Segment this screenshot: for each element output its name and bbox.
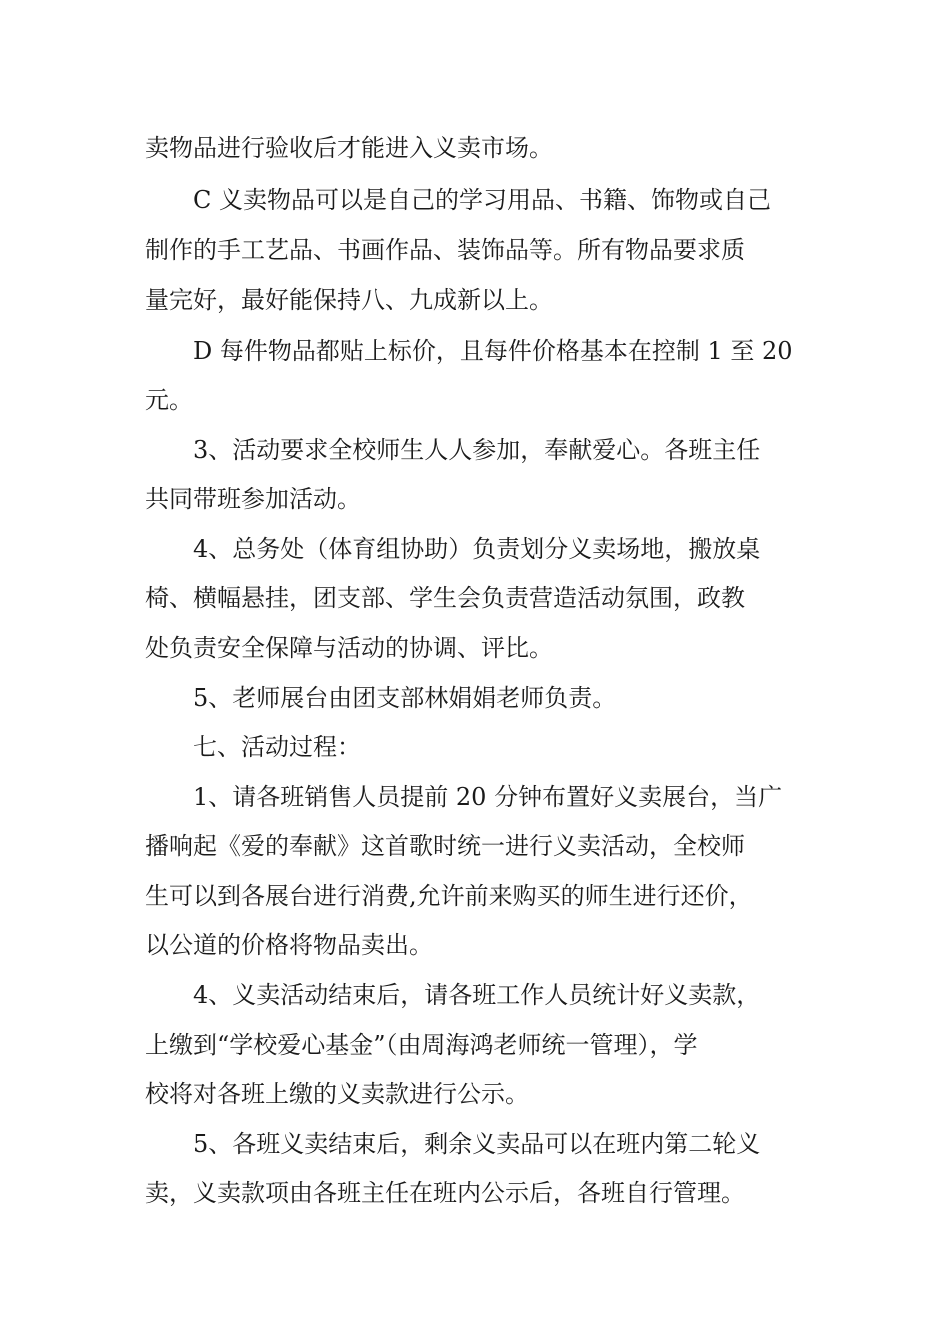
text-line: 量完好，最好能保持八、九成新以上。 — [145, 286, 553, 314]
text-line: 4、义卖活动结束后，请各班工作人员统计好义卖款， — [193, 981, 761, 1009]
text-line: 元。 — [145, 386, 193, 414]
text-line: 校将对各班上缴的义卖款进行公示。 — [145, 1080, 529, 1108]
text-line: 4、总务处（体育组协助）负责划分义卖场地，搬放桌 — [193, 535, 761, 563]
text-line: 3、活动要求全校师生人人参加，奉献爱心。各班主任 — [193, 436, 761, 464]
text-line: 制作的手工艺品、书画作品、装饰品等。所有物品要求质 — [145, 236, 745, 264]
text-line: 5、老师展台由团支部林娟娟老师负责。 — [193, 684, 617, 712]
text-line: C 义卖物品可以是自己的学习用品、书籍、饰物或自己 — [193, 186, 771, 214]
text-line: 生可以到各展台进行消费,允许前来购买的师生进行还价， — [145, 882, 753, 910]
text-line: 1、请各班销售人员提前 20 分钟布置好义卖展台，当广 — [193, 783, 783, 811]
text-line: 椅、横幅悬挂，团支部、学生会负责营造活动氛围，政教 — [145, 584, 745, 612]
text-line: D 每件物品都贴上标价，且每件价格基本在控制 1 至 20 — [193, 337, 793, 365]
text-line: 七、活动过程： — [193, 733, 361, 761]
text-line: 以公道的价格将物品卖出。 — [145, 931, 433, 959]
text-line: 播响起《爱的奉献》这首歌时统一进行义卖活动，全校师 — [145, 832, 745, 860]
text-line: 共同带班参加活动。 — [145, 485, 361, 513]
text-line: 5、各班义卖结束后，剩余义卖品可以在班内第二轮义 — [193, 1130, 761, 1158]
text-line: 卖，义卖款项由各班主任在班内公示后，各班自行管理。 — [145, 1179, 745, 1207]
text-line: 处负责安全保障与活动的协调、评比。 — [145, 634, 553, 662]
text-line: 上缴到“学校爱心基金”（由周海鸿老师统一管理），学 — [145, 1031, 698, 1059]
text-line: 卖物品进行验收后才能进入义卖市场。 — [145, 134, 553, 162]
